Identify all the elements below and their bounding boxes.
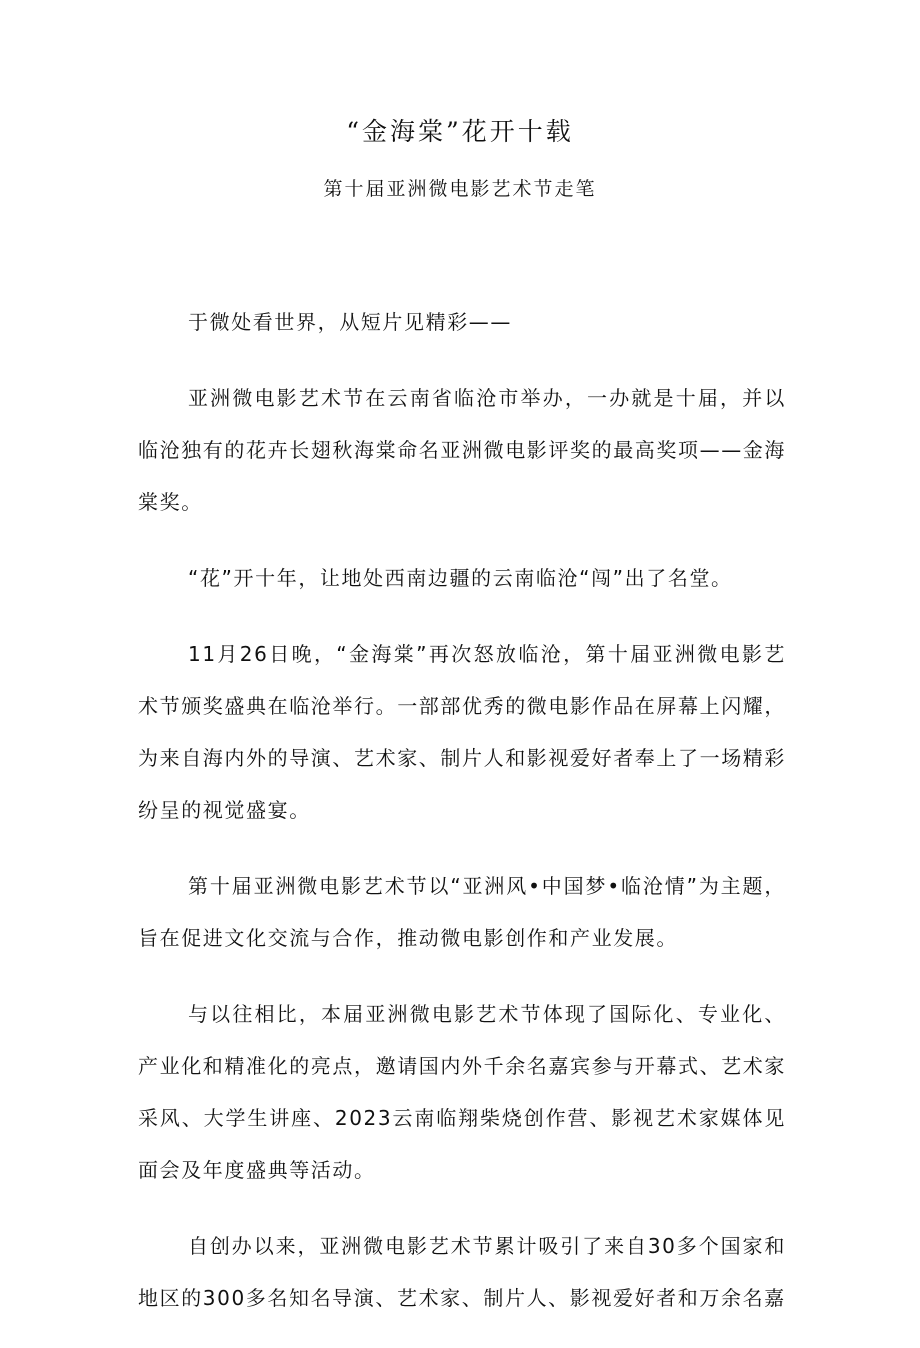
paragraph-intro: 于微处看世界，从短片见精彩——	[188, 310, 512, 334]
article-body	[138, 296, 786, 1348]
article-title: “金海棠”花开十载	[346, 117, 574, 146]
paragraph-history: 自创办以来，亚洲微电影艺术节累计吸引了来自30多个国家和地区的300多名知名导演、艺术家、制片人、影视爱好者和万余名嘉	[138, 1234, 786, 1310]
article-subtitle: 第十届亚洲微电影艺术节走笔	[323, 178, 597, 200]
paragraph-award-ceremony: 11月26日晚，“金海棠”再次怒放临沧，第十届亚洲微电影艺术节颁奖盛典在临沧举行。一部部优秀的微电影作品在屏幕上闪耀，为来自海内外的导演、艺术家、制片人和影视爱好者奉上了一场精彩纷呈的视觉盛宴。	[138, 642, 786, 822]
paragraph-ten-years: “花”开十年，让地处西南边疆的云南临沧“闯”出了名堂。	[188, 566, 733, 590]
paragraph-festival-overview: 亚洲微电影艺术节在云南省临沧市举办，一办就是十届，并以临沧独有的花卉长翅秋海棠命名亚洲微电影评奖的最高奖项——金海棠奖。	[138, 386, 786, 514]
paragraph-highlights: 与以往相比，本届亚洲微电影艺术节体现了国际化、专业化、产业化和精准化的亮点，邀请国内外千余名嘉宾参与开幕式、艺术家采风、大学生讲座、2023云南临翔柴烧创作营、影视艺术家媒体见面会及年度盛典等活动。	[138, 1002, 786, 1182]
paragraph-theme: 第十届亚洲微电影艺术节以“亚洲风•中国梦•临沧情”为主题，旨在促进文化交流与合作，推动微电影创作和产业发展。	[138, 874, 786, 950]
